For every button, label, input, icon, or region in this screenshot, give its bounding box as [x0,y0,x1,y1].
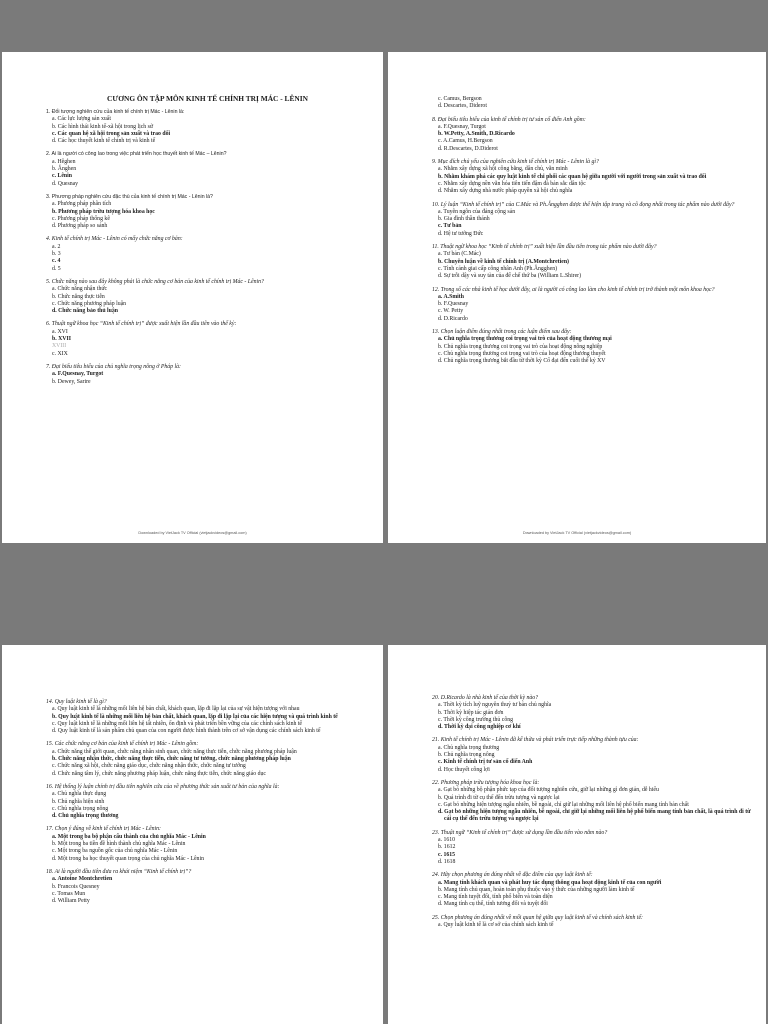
answer-option-correct: a. F.Quesnay, Turgot [52,371,104,378]
answer-option: a. Chủ nghĩa thực dụng [52,791,107,798]
answer-option: d. Một trong ba học thuyết quan trọng của chủ nghĩa Mác - Lênin [52,855,204,862]
page-footer: Downloaded by VietJack TV Official (vietjackvideos@gmail.com) [522,530,632,535]
question [432,117,752,153]
question [432,244,752,280]
answer-option: d. Chủ nghĩa trọng thương bắt đầu từ thời kỳ Cổ đại đến cuối thế kỷ XV [438,358,606,365]
question-text: 10. Lý luận “Kinh tế chính trị” của C.Mác và Ph.Ăngghen được thể hiện tập trung và cô đọng nhất trong tác phẩm nào dưới đây? [432,201,735,208]
question [46,699,369,735]
answer-option-correct: d. Chức năng bảo thủ luận [52,308,118,315]
question-text: 2. Ai là người có công lao trong việc phát triển học thuyết kinh tế Mác – Lênin? [46,151,227,158]
answer-option: b. Thời kỳ hiệp tác giản đơn [438,709,504,716]
question-text: 5. Chức năng nào sau đây không phải là chức năng cơ bản của kinh tế chính trị Mác - Lênin? [46,278,264,285]
answer-option: d. Hệ tư tưởng Đức [438,230,484,237]
answer-option: d. Quesnay [52,180,79,187]
answer-option: d. R.Descartes, D.Diderot [438,145,498,152]
question [432,159,752,195]
answer-option: c. Một trong ba nguồn gốc của chủ nghĩa Mác - Lênin [52,848,178,855]
answer-option-correct: b. Phương pháp trừu tượng hóa khoa học [52,208,155,215]
answer-option: a. Các lực lượng sản xuất [52,116,111,123]
question [432,287,752,323]
question [46,869,369,905]
question-text: 3. Phương pháp nghiên cứu đặc thù của kinh tế chính trị Mác - Lênin là? [46,193,213,200]
answer-option: b. Chủ nghĩa hiện sinh [52,798,105,805]
answer-option: d. D.Ricardo [438,315,468,322]
answer-option: d. Sự trỗi dậy và suy tàn của đế chế thứ ba (William L.Shirer) [438,273,582,280]
question [46,321,369,357]
answer-option: d. 5 [52,265,61,272]
question [46,741,369,777]
answer-option: a. Quy luật kinh tế là cơ sở của chính sách kinh tế [438,922,554,929]
page-footer: Downloaded by VietJack TV Official (vietjackvideos@gmail.com) [138,530,247,535]
question [432,830,752,866]
answer-option: c. Nhằm xây dựng nền văn hóa tiên tiến đậm đà bản sắc dân tộc [438,180,586,187]
answer-option: d. Mang tính cụ thể, tính tương đối và tuyệt đối [438,901,548,908]
answer-option: XVIII [52,343,67,350]
question-text: 1. Đối tượng nghiên cứu của kinh tế chính trị Mác - Lênin là: [46,109,185,115]
answer-option: b. Một trong ba tiền đề hình thành chủ nghĩa Mác - Lênin [52,841,186,848]
answer-option-correct: b. Quy luật kinh tế là những mối liên hệ bản chất, khách quan, lặp đi lặp lại của các hiện tượng và quá trình kinh tế [52,713,338,720]
answer-option-correct: a. Một trong ba bộ phận cấu thành của chủ nghĩa Mác - Lênin [52,833,206,840]
answer-option: d. 1618 [438,858,456,865]
answer-option-correct: d. Thời kỳ đại công nghiệp cơ khí [438,724,521,731]
answer-option: d. Nhằm xây dựng nhà nước pháp quyền xã hội chủ nghĩa [438,188,573,195]
answer-option-correct: a. Mang tính khách quan và phát huy tác dụng thông qua hoạt động kinh tế của con người [438,879,662,886]
answer-option: b. F.Quesnay [438,301,469,308]
document-title: CƯƠNG ÔN TẬP MÔN KINH TẾ CHÍNH TRỊ MÁC - LÊNIN [107,94,308,103]
answer-option: c. Tình cảnh giai cấp công nhân Anh (Ph.Ăngghen) [438,265,558,272]
answer-option-correct: c. Lênin [52,173,72,180]
answer-option: b. 1612 [438,844,456,851]
answer-option: a. Nhằm xây dựng xã hội công bằng, dân chủ, văn minh [438,166,568,173]
answer-option: a. Gạt bỏ những bộ phận phức tạp của đối tượng nghiên cứu, giữ lại những gì đơn giản, dễ hiểu [438,787,659,794]
answer-option: d. Các học thuyết kinh tế chính trị và kinh tế [52,138,156,145]
question-text: 24. Hãy chọn phương án đúng nhất về đặc điểm của quy luật kinh tế: [432,872,593,879]
answer-option-correct: c. Tư bản [438,223,462,230]
question-text: 22. Phương pháp trừu tượng hóa khoa học là: [432,779,540,786]
answer-option: a. F.Quesnay, Turgot [438,123,486,130]
answer-option-correct: b. Chức năng nhận thức, chức năng thực tiễn, chức năng tư tưởng, chức năng phương pháp luận [52,756,291,763]
question-text: 16. Hệ thống lý luận chính trị đầu tiên nghiên cứu của về phương thức sản xuất tư bản của nghĩa là: [46,783,280,790]
answer-option: b. Các hình thái kinh tế-xã hội trong lịch sử [52,123,154,130]
question-text: 23. Thuật ngữ “Kinh tế chính trị” được sử dụng lần đầu tiên vào năm nào? [432,829,608,836]
question [432,329,752,365]
answer-option-correct: c. 4 [52,258,61,265]
question [432,202,752,238]
question-text: 18. Ai là người đầu tiên đưa ra khái niệm “Kinh tế chính trị”? [46,868,192,875]
answer-option: b. Gia đình thần thánh [438,216,490,223]
answer-option: b. 3 [52,251,61,258]
answer-option: c. Thời kỳ công trường thủ công [438,716,514,723]
answer-option: a. Chủ nghĩa trọng thương [438,744,500,751]
answer-option: a. 2 [52,243,61,250]
question [46,826,369,862]
question [46,784,369,820]
question [46,236,369,272]
answer-option: a. Chức năng nhận thức [52,286,108,293]
answer-option-correct: c. Kinh tế chính trị tư sản cổ điển Anh [438,759,533,766]
question [432,695,752,731]
answer-option: a. Quy luật kinh tế là những mối liên hệ bản chất, khách quan, lặp đi lặp lại của sự vật hiện tượng với nhau [52,706,300,713]
question [432,872,752,908]
question-text: 13. Chọn luận điểm đúng nhất trong các luận điểm sau đây: [432,329,572,336]
question-text: 8. Đại biểu tiêu biểu của kinh tế chính trị tư sản cổ điển Anh gồm: [432,116,586,123]
question [46,151,369,187]
question [432,780,752,824]
answer-option: a. XVI [52,328,68,335]
question [432,915,752,930]
answer-option: c. Chủ nghĩa trọng nông [52,805,109,812]
question-text: 21. Kinh tế chính trị Mác - Lênin đã kế thừa và phát triển trực tiếp những thành tựu của: [432,737,639,744]
answer-option-correct: d. Gạt bỏ những hiện tượng ngẫu nhiên, bề ngoài, chỉ giữ lại những mối liên hệ phổ biến mang tính bản chất, là quá trình đi từ cái cụ thể đến trừu tượng và ngược lại [438,809,751,823]
answer-option-correct: c. 1615 [438,851,456,858]
answer-option-correct: b. Chuyên luận về kinh tế chính trị (A.Montchretien) [438,258,569,265]
question [46,194,369,230]
document-page-3 [2,645,383,1024]
answer-option: d. Học thuyết công lợi [438,766,490,773]
question-text: 15. Các chức năng cơ bản của kinh tế chính trị Mác - Lênin gồm: [46,741,199,748]
answer-option-correct: d. Chủ nghĩa trọng thương [52,813,119,820]
answer-option: d. Descartes, Diderot [438,103,487,110]
question-text: 6. Thuật ngữ khoa học “Kinh tế chính trị” được xuất hiện lần đầu tiên vào thế kỷ: [46,321,237,328]
answer-option: c. A.Camus, H.Bergson [438,138,493,145]
answer-option-correct: a. Antoine Montchretien [52,876,113,883]
answer-option: b. Dewey, Sarire [52,378,91,385]
question-text: 20. D.Ricardo là nhà kinh tế của thời kỳ nào? [432,695,539,701]
question [46,279,369,315]
answer-option: c. Mang tính tuyệt đối, tính phổ biến và toàn diện [438,894,553,901]
document-page-1 [2,52,383,543]
answer-option: b. Chủ nghĩa trọng nông [438,752,495,759]
question-text: 7. Đại biểu tiêu biểu của chủ nghĩa trọng nông ở Pháp là: [46,363,181,370]
question-text: 11. Thuật ngữ khoa học “Kinh tế chính trị” xuất hiện lần đầu tiên trong tác phẩm nào dưới đây? [432,244,657,251]
question-text: 4. Kinh tế chính trị Mác - Lênin có mấy chức năng cơ bản: [46,236,183,243]
answer-option: a. Chức năng thế giới quan, chức năng nhân sinh quan, chức năng thực tiễn, chức năng phương pháp luận [52,748,297,755]
question-text: 14. Quy luật kinh tế là gì? [46,699,107,705]
answer-option-correct: b. Nhằm khám phá các quy luật kinh tế chi phối các quan hệ giữa người với người trong sản xuất và trao đổi [438,173,707,180]
question [46,364,369,386]
answer-option: c. Chức năng phương pháp luận [52,300,127,307]
answer-option-correct: b. XVII [52,336,72,343]
answer-option: d. Quy luật kinh tế là sản phẩm chủ quan của con người được hình thành trên cơ sở vận dụng các chính sách kinh tế [52,728,321,735]
question [432,96,752,111]
answer-option-correct: b. W.Petty, A.Smith, D.Ricardo [438,131,515,138]
answer-option: d. Phương pháp so sánh [52,223,108,230]
answer-option: b. Chủ nghĩa trọng thương coi trọng vai trò của hoạt động nông nghiệp [438,343,603,350]
question [46,109,369,145]
question-text: 25. Chọn phương án đúng nhất về mối quan hệ giữa quy luật kinh tế và chính sách kinh tế: [432,914,643,921]
answer-option: c. XIX [52,350,68,357]
question-text: 12. Trong số các nhà kinh tế học dưới đây, ai là người có công lao làm cho kinh tế chính trị trở thành một môn khoa học? [432,286,715,293]
answer-option-correct: a. Chủ nghĩa trọng thương coi trọng vai trò của hoạt động thương mại [438,336,612,343]
answer-option: a. Tuyên ngôn của đảng cộng sản [438,208,516,215]
answer-option: c. Chức năng xã hội, chức năng giáo dục, chức năng nhận thức, chức năng tư tưởng [52,763,246,770]
question-text: 17. Chọn ý đúng về kinh tế chính trị Mác - Lênin: [46,826,161,833]
answer-option-correct: a. A.Smith [438,293,464,300]
answer-option: d. Chức năng tâm lý, chức năng phương pháp luận, chức năng thực tiễn, chức năng giáo dục [52,770,266,777]
answer-option: c. Tomas Mun [52,890,86,897]
answer-option: c. Camus, Bergson [438,96,482,102]
document-page-2 [388,52,766,543]
answer-option: a. Tư bản (C.Mác) [438,251,481,258]
answer-option: c. Chủ nghĩa trọng thương coi trọng vai trò của hoạt động thương thuyết [438,350,606,357]
answer-option: d. William Petty [52,898,90,905]
answer-option: a. Phương pháp phân tích [52,201,112,208]
answer-option: b. Francois Quesney [52,883,100,890]
answer-option: c. W. Petty [438,308,464,315]
answer-option: b. Ănghen [52,166,77,173]
answer-option: b. Chức năng thực tiễn [52,293,105,300]
answer-option: b. Mang tính chủ quan, hoàn toàn phụ thuộc vào ý thức của những người làm kinh tế [438,886,635,893]
answer-option: b. Quá trình đi từ cụ thể đến trừu tượng và ngược lại [438,794,560,801]
answer-option: a. Thời kỳ tích luỹ nguyên thuỷ tư bản chủ nghĩa [438,702,552,709]
answer-option: c. Quy luật kinh tế là những mối liên hệ tất nhiên, ổn định và phát triển bền vững của các chính sách kinh tế [52,720,303,727]
question [432,737,752,773]
answer-option: c. Phương pháp thống kê [52,215,110,222]
question-text: 9. Mục đích chủ yếu của nghiên cứu kinh tế chính trị Mác - Lênin là gì? [432,159,599,166]
answer-option: c. Gạt bỏ những hiện tượng ngẫu nhiên, bề ngoài, chỉ giữ lại những mối liên hệ phổ biến mang tính bản chất [438,801,689,808]
answer-option: a. Hêghen [52,158,76,165]
answer-option: a. 1610 [438,837,456,844]
answer-option-correct: c. Các quan hệ xã hội trong sản xuất và trao đổi [52,130,171,137]
document-page-4 [388,645,766,1024]
